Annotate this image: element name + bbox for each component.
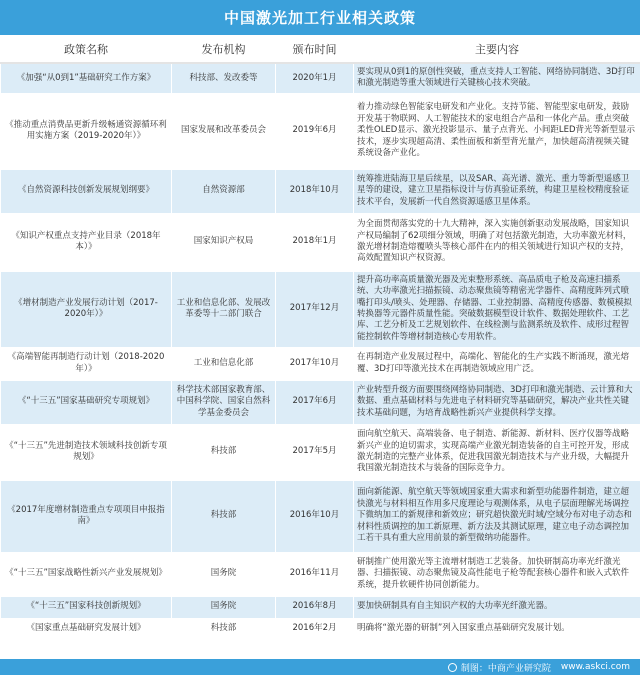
issuer-cell: 科技部、发改委等 [172, 63, 276, 93]
date-cell: 2017年12月 [276, 271, 354, 347]
footer-bar [0, 659, 640, 675]
table-row [1, 480, 640, 552]
policy-name-cell: 《“十三五”先进制造技术领域科技创新专项规划》 [1, 424, 172, 480]
table-row [1, 552, 640, 596]
table-row [1, 618, 640, 640]
content-cell: 要实现从0到1的原创性突破，重点支持人工智能、网络协同制造、3D打印和激光制造等重大领域进行关键核心技术突破。 [354, 63, 640, 93]
policy-table [0, 35, 640, 641]
date-cell: 2018年10月 [276, 169, 354, 213]
policy-name-cell: 《自然资源科技创新发展规划纲要》 [1, 169, 172, 213]
date-cell: 2018年1月 [276, 213, 354, 271]
policy-name-cell: 《加强“从0到1”基础研究工作方案》 [1, 63, 172, 93]
issuer-cell: 工业和信息化部、发展改革委等十二部门联合 [172, 271, 276, 347]
content-cell: 提升高功率高质量激光器及光束整形系统、高品质电子枪及高速扫描系统、大功率激光扫描振镜、动态聚焦镜等精密光学器件、高精度阵列式喷嘴打印头/喷头、处理器、存储器、工业控制器、高精度传感器、数模模拟转换器等元器件质量性能。突破数据模型设计软件、数据处理软件、工艺库、工艺分析及工艺规划软件、在线检测与监测系统及软件、成形过程智能控制软件等增材制造核心专用软件。 [354, 271, 640, 347]
issuer-cell: 国家知识产权局 [172, 213, 276, 271]
content-cell: 统筹推进陆海卫星后续星，以及SAR、高光谱、激光、重力等新型遥感卫星等的建设，建立卫星指标设计与仿真验证系统，构建卫星检校精度验证技术平台，发展新一代自然资源遥感卫星体系。 [354, 169, 640, 213]
issuer-cell: 国家发展和改革委员会 [172, 93, 276, 169]
table-row [1, 271, 640, 347]
date-cell: 2016年2月 [276, 618, 354, 640]
table-row [1, 213, 640, 271]
date-cell: 2017年10月 [276, 347, 354, 380]
content-cell: 产业转型升级方面要围绕网络协同制造、3D打印和激光制造、云计算和大数据、重点基础材料与先进电子材料研究等基础研究，解决产业共性关键技术基础问题，为培育战略性新兴产业提供科学支撑。 [354, 380, 640, 424]
date-cell: 2017年6月 [276, 380, 354, 424]
content-cell: 为全面贯彻落实党的十九大精神，深入实施创新驱动发展战略，国家知识产权局编制了62项细分领域，明确了对包括激光制造，大功率激光材料，激光增材制造熔覆喷头等核心部件在内的相关领域进行知识产权的支持，高效配置知识产权资源。 [354, 213, 640, 271]
policy-name-cell: 《国家重点基础研究发展计划》 [1, 618, 172, 640]
table-row [1, 424, 640, 480]
policy-name-cell: 《知识产权重点支持产业目录（2018年本）》 [1, 213, 172, 271]
issuer-cell: 国务院 [172, 596, 276, 618]
issuer-cell: 科学技术部国家教育部、中国科学院、国家自然科学基金委员会 [172, 380, 276, 424]
content-cell: 在再制造产业发展过程中，高端化、智能化的生产实践不断涌现，激光熔覆、3D打印等激光技术在再制造领域应用广泛。 [354, 347, 640, 380]
table-row [1, 63, 640, 93]
content-cell: 明确将“激光器的研制”列入国家重点基础研究发展计划。 [354, 618, 640, 640]
footer-url: www.askci.com [560, 662, 630, 672]
policy-name-cell: 《增材制造产业发展行动计划（2017-2020年）》 [1, 271, 172, 347]
issuer-cell: 科技部 [172, 618, 276, 640]
policy-name-cell: 《“十三五”国家基础研究专项规划》 [1, 380, 172, 424]
date-cell: 2019年6月 [276, 93, 354, 169]
table-header-row [1, 36, 640, 64]
content-cell: 面向新能源、航空航天等领域国家重大需求和新型功能器件制造，建立超快激光与材料相互作用多尺度理论与观测体系，从电子层面理解光场调控下微纳加工的新规律和新效应；研究超快激光时域/空域分布对电子动态和材料性质调控的加工新原理、新方法及其测试原理，建立电子动态调控加工若干具有重大应用前景的新型微纳功能器件。 [354, 480, 640, 552]
content-cell: 面向航空航天、高端装备、电子制造、新能源、新材料、医疗仪器等战略新兴产业的迫切需求，实现高端产业激光制造装备的自主可控开发，形成激光制造的完整产业体系，促进我国激光制造技术与产业升级，大幅提升我国激光制造技术与装备的国际竞争力。 [354, 424, 640, 480]
policy-name-cell: 《“十三五”国家战略性新兴产业发展规划》 [1, 552, 172, 596]
askci-logo-icon [448, 663, 457, 672]
header-date: 颁布时间 [276, 36, 354, 64]
page-title: 中国激光加工行业相关政策 [0, 0, 640, 35]
policy-name-cell: 《推动重点消费品更新升级畅通资源循环利用实施方案（2019-2020年）》 [1, 93, 172, 169]
issuer-cell: 科技部 [172, 480, 276, 552]
table-row [1, 347, 640, 380]
content-cell: 研制推广使用激光等主流增材制造工艺装备。加快研制高功率光纤激光器、扫描振镜、动态聚焦镜及高性能电子枪等配套核心器件和嵌入式软件系统，提升软硬件协同创新能力。 [354, 552, 640, 596]
policy-name-cell: 《高端智能再制造行动计划（2018-2020年）》 [1, 347, 172, 380]
policy-name-cell: 《“十三五”国家科技创新规划》 [1, 596, 172, 618]
table-row [1, 596, 640, 618]
header-policy-name: 政策名称 [1, 36, 172, 64]
footer-brand: 制图：中商产业研究院 [460, 663, 551, 674]
issuer-cell: 工业和信息化部 [172, 347, 276, 380]
date-cell: 2017年5月 [276, 424, 354, 480]
header-issuer: 发布机构 [172, 36, 276, 64]
header-content: 主要内容 [354, 36, 640, 64]
table-row [1, 93, 640, 169]
date-cell: 2016年10月 [276, 480, 354, 552]
table-row [1, 169, 640, 213]
date-cell: 2016年8月 [276, 596, 354, 618]
content-cell: 要加快研制具有自主知识产权的大功率光纤激光器。 [354, 596, 640, 618]
issuer-cell: 国务院 [172, 552, 276, 596]
date-cell: 2016年11月 [276, 552, 354, 596]
date-cell: 2020年1月 [276, 63, 354, 93]
issuer-cell: 科技部 [172, 424, 276, 480]
content-cell: 着力推动绿色智能家电研发和产业化。支持节能、智能型家电研发，鼓励开发基于物联网、人工智能技术的家电组合产品和一体化产品。重点突破柔性OLED显示、激光投影显示、量子点背光、小间距LED背光等新型显示技术，逐步实现超高清、柔性面板和新型背光量产，加快超高清视频关键系统设备产业化。 [354, 93, 640, 169]
table-row [1, 380, 640, 424]
issuer-cell: 自然资源部 [172, 169, 276, 213]
policy-name-cell: 《2017年度增材制造重点专项项目申报指南》 [1, 480, 172, 552]
